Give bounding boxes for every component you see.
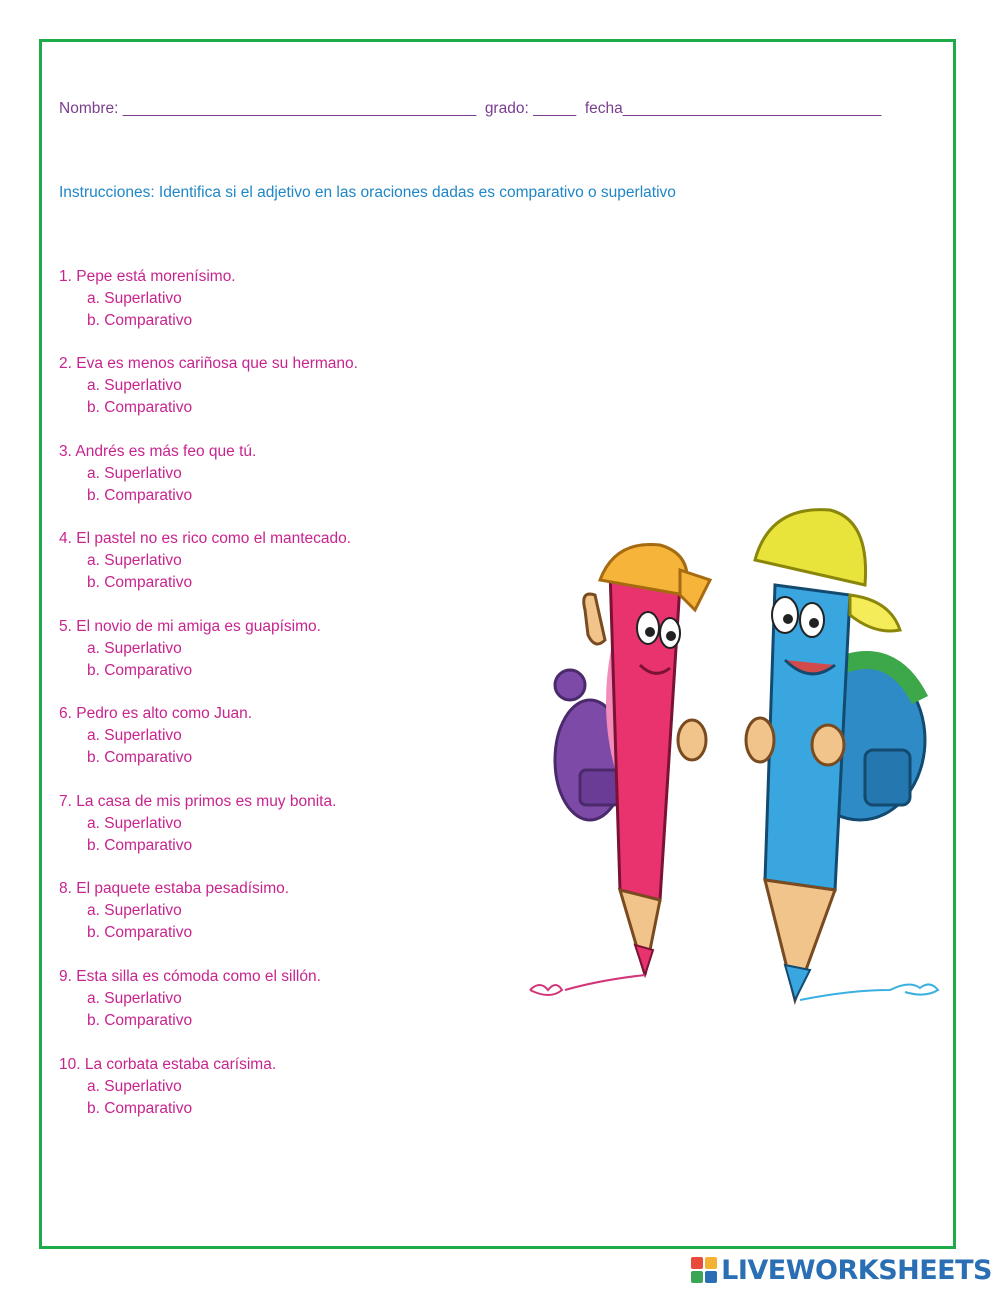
option-b[interactable]: b. Comparativo — [87, 662, 193, 679]
grado-blank: _____ — [533, 100, 577, 117]
option-a[interactable]: a. Superlativo — [87, 552, 182, 569]
option-a[interactable]: a. Superlativo — [87, 902, 182, 919]
question-stem: 9. Esta silla es cómoda como el sillón. — [59, 968, 321, 985]
question-stem: 4. El pastel no es rico como el mantecado. — [59, 530, 352, 547]
option-a[interactable]: a. Superlativo — [87, 377, 182, 394]
option-b[interactable]: b. Comparativo — [87, 1012, 193, 1029]
option-a[interactable]: a. Superlativo — [87, 465, 182, 482]
question-stem: 7. La casa de mis primos es muy bonita. — [59, 793, 337, 810]
question-stem: 6. Pedro es alto como Juan. — [59, 705, 253, 722]
option-a[interactable]: a. Superlativo — [87, 640, 182, 657]
option-b[interactable]: b. Comparativo — [87, 924, 193, 941]
question-stem: 1. Pepe está morenísimo. — [59, 268, 236, 285]
option-b[interactable]: b. Comparativo — [87, 574, 193, 591]
question-stem: 2. Eva es menos cariñosa que su hermano. — [59, 355, 358, 372]
question-6 — [59, 703, 252, 769]
header-line — [59, 100, 881, 118]
option-a[interactable]: a. Superlativo — [87, 815, 182, 832]
nombre-label: Nombre: — [59, 100, 119, 117]
option-a[interactable]: a. Superlativo — [87, 990, 182, 1007]
question-stem: 8. El paquete estaba pesadísimo. — [59, 880, 290, 897]
liveworksheets-brand — [691, 1253, 992, 1287]
option-b[interactable]: b. Comparativo — [87, 399, 193, 416]
question-8 — [59, 878, 289, 944]
pink-pencil-character — [555, 544, 710, 975]
option-b[interactable]: b. Comparativo — [87, 312, 193, 329]
question-5 — [59, 616, 321, 682]
grado-label: grado: — [484, 100, 529, 117]
fecha-blank: ______________________________ — [622, 100, 882, 117]
option-b[interactable]: b. Comparativo — [87, 1100, 193, 1117]
blue-pencil-character — [746, 510, 925, 1000]
brand-name: LIVEWORKSHEETS — [721, 1254, 992, 1286]
question-1 — [59, 266, 236, 332]
question-4 — [59, 528, 351, 594]
option-b[interactable]: b. Comparativo — [87, 487, 193, 504]
question-2 — [59, 353, 358, 419]
pencil-characters-illustration — [520, 500, 950, 1020]
question-9 — [59, 966, 321, 1032]
option-a[interactable]: a. Superlativo — [87, 290, 182, 307]
option-a[interactable]: a. Superlativo — [87, 1078, 182, 1095]
nombre-blank: _________________________________________ — [122, 100, 477, 117]
question-stem: 10. La corbata estaba carísima. — [59, 1056, 277, 1073]
option-b[interactable]: b. Comparativo — [87, 837, 193, 854]
option-a[interactable]: a. Superlativo — [87, 727, 182, 744]
question-stem: 5. El novio de mi amiga es guapísimo. — [59, 618, 321, 635]
question-stem: 3. Andrés es más feo que tú. — [59, 443, 257, 460]
question-3 — [59, 441, 256, 507]
option-b[interactable]: b. Comparativo — [87, 749, 193, 766]
question-7 — [59, 791, 336, 857]
question-10 — [59, 1054, 276, 1120]
fecha-label: fecha — [584, 100, 623, 117]
liveworksheets-logo-icon — [691, 1257, 717, 1283]
instructions: Instrucciones: Identifica si el adjetivo en las oraciones dadas es comparativo o superlativo — [59, 184, 676, 201]
